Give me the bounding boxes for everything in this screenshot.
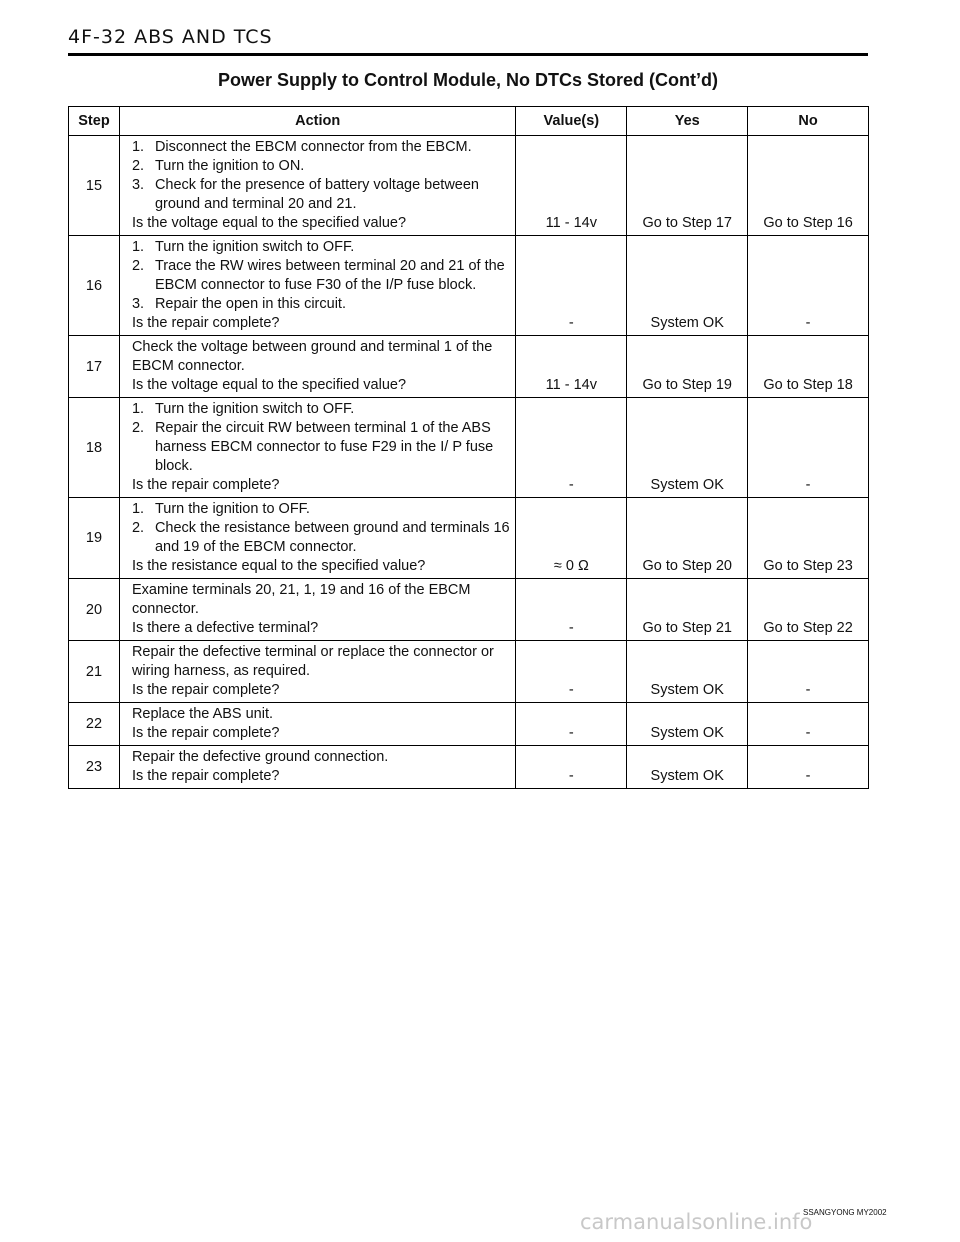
table-row <box>69 641 869 703</box>
action-step-number: 1. <box>131 139 145 155</box>
action-step-number: 3. <box>131 177 145 193</box>
table-row <box>69 236 869 336</box>
step-number: 20 <box>69 579 120 641</box>
action-step <box>132 176 511 214</box>
yes-cell: System OK <box>627 236 748 336</box>
value-cell: ≈ 0 Ω <box>516 498 627 579</box>
action-step <box>132 400 511 419</box>
value-cell: 11 - 14v <box>516 136 627 236</box>
diagnostic-table <box>68 106 869 789</box>
no-cell: Go to Step 22 <box>748 579 869 641</box>
value-cell: - <box>516 398 627 498</box>
action-question: Is the voltage equal to the specified value? <box>131 377 407 393</box>
value-cell: - <box>516 236 627 336</box>
value-cell: - <box>516 579 627 641</box>
action-step-text: Trace the RW wires between terminal 20 and 21 of the EBCM connector to fuse F30 of the I/P fuse block. <box>154 258 505 293</box>
action-step-text: Disconnect the EBCM connector from the EBCM. <box>154 139 472 155</box>
action-step <box>132 238 511 257</box>
action-text: Examine terminals 20, 21, 1, 19 and 16 of the EBCM connector. <box>131 582 471 617</box>
action-question: Is the repair complete? <box>131 477 280 493</box>
action-cell <box>119 336 515 398</box>
value-cell: 11 - 14v <box>516 336 627 398</box>
column-header-step: Step <box>69 107 120 136</box>
no-cell: Go to Step 18 <box>748 336 869 398</box>
action-step-number: 2. <box>131 520 145 536</box>
step-number: 17 <box>69 336 120 398</box>
action-step-text: Turn the ignition switch to OFF. <box>154 239 355 255</box>
yes-cell: System OK <box>627 703 748 746</box>
watermark: carmanualsonline.info <box>580 1210 813 1234</box>
action-cell <box>119 746 515 789</box>
yes-cell: Go to Step 21 <box>627 579 748 641</box>
step-number: 15 <box>69 136 120 236</box>
table-row <box>69 746 869 789</box>
step-number: 16 <box>69 236 120 336</box>
action-step <box>132 500 511 519</box>
table-row <box>69 136 869 236</box>
action-step-text: Check the resistance between ground and terminals 16 and 19 of the EBCM connector. <box>154 520 510 555</box>
value-cell: - <box>516 703 627 746</box>
action-step-number: 1. <box>131 501 145 517</box>
column-header-values: Value(s) <box>516 107 627 136</box>
table-row <box>69 703 869 746</box>
action-cell <box>119 136 515 236</box>
action-question: Is the repair complete? <box>131 682 280 698</box>
value-cell: - <box>516 746 627 789</box>
header-rule <box>68 53 868 56</box>
action-step <box>132 257 511 295</box>
action-step-number: 1. <box>131 239 145 255</box>
action-cell <box>119 641 515 703</box>
yes-cell: System OK <box>627 746 748 789</box>
action-step-number: 2. <box>131 258 145 274</box>
footer-code: SSANGYONG MY2002 <box>803 1208 887 1217</box>
table-row <box>69 498 869 579</box>
page-title: Power Supply to Control Module, No DTCs Stored (Cont’d) <box>218 70 718 90</box>
table-row <box>69 398 869 498</box>
action-step-text: Repair the open in this circuit. <box>154 296 346 312</box>
step-number: 21 <box>69 641 120 703</box>
action-text: Replace the ABS unit. <box>131 706 274 722</box>
step-number: 18 <box>69 398 120 498</box>
yes-cell: System OK <box>627 398 748 498</box>
value-cell: - <box>516 641 627 703</box>
no-cell: - <box>748 641 869 703</box>
action-cell <box>119 703 515 746</box>
no-cell: Go to Step 16 <box>748 136 869 236</box>
action-cell <box>119 579 515 641</box>
action-step-number: 2. <box>131 158 145 174</box>
no-cell: - <box>748 703 869 746</box>
action-cell <box>119 398 515 498</box>
no-cell: - <box>748 398 869 498</box>
action-question: Is the repair complete? <box>131 725 280 741</box>
action-step-text: Turn the ignition to ON. <box>154 158 305 174</box>
table-row <box>69 579 869 641</box>
action-question: Is there a defective terminal? <box>131 620 319 636</box>
action-step-text: Turn the ignition switch to OFF. <box>154 401 355 417</box>
page-header <box>68 26 868 48</box>
action-step-number: 3. <box>131 296 145 312</box>
no-cell: Go to Step 23 <box>748 498 869 579</box>
column-header-no: No <box>748 107 869 136</box>
action-step <box>132 138 511 157</box>
action-step <box>132 157 511 176</box>
table-row <box>69 336 869 398</box>
yes-cell: Go to Step 20 <box>627 498 748 579</box>
action-step-text: Repair the circuit RW between terminal 1 of the ABS harness EBCM connector to fuse F29 in the I/ P fuse block. <box>154 420 494 474</box>
action-cell <box>119 498 515 579</box>
action-step <box>132 295 511 314</box>
no-cell: - <box>748 236 869 336</box>
action-step-number: 1. <box>131 401 145 417</box>
action-cell <box>119 236 515 336</box>
action-step-text: Turn the ignition to OFF. <box>154 501 310 517</box>
action-text: Check the voltage between ground and terminal 1 of the EBCM connector. <box>131 339 493 374</box>
yes-cell: Go to Step 19 <box>627 336 748 398</box>
step-number: 22 <box>69 703 120 746</box>
column-header-action: Action <box>119 107 515 136</box>
step-number: 23 <box>69 746 120 789</box>
action-step-number: 2. <box>131 420 145 436</box>
action-question: Is the repair complete? <box>131 315 280 331</box>
action-question: Is the voltage equal to the specified value? <box>131 215 407 231</box>
action-step <box>132 419 511 476</box>
step-number: 19 <box>69 498 120 579</box>
action-text: Repair the defective terminal or replace the connector or wiring harness, as required. <box>131 644 494 679</box>
action-text: Repair the defective ground connection. <box>131 749 389 765</box>
table-header-row <box>69 107 869 136</box>
action-step <box>132 519 511 557</box>
section-title: 4F-32 ABS AND TCS <box>68 26 273 48</box>
action-question: Is the resistance equal to the specified value? <box>131 558 426 574</box>
action-step-text: Check for the presence of battery voltage between ground and terminal 20 and 21. <box>154 177 479 212</box>
column-header-yes: Yes <box>627 107 748 136</box>
yes-cell: Go to Step 17 <box>627 136 748 236</box>
action-question: Is the repair complete? <box>131 768 280 784</box>
yes-cell: System OK <box>627 641 748 703</box>
no-cell: - <box>748 746 869 789</box>
